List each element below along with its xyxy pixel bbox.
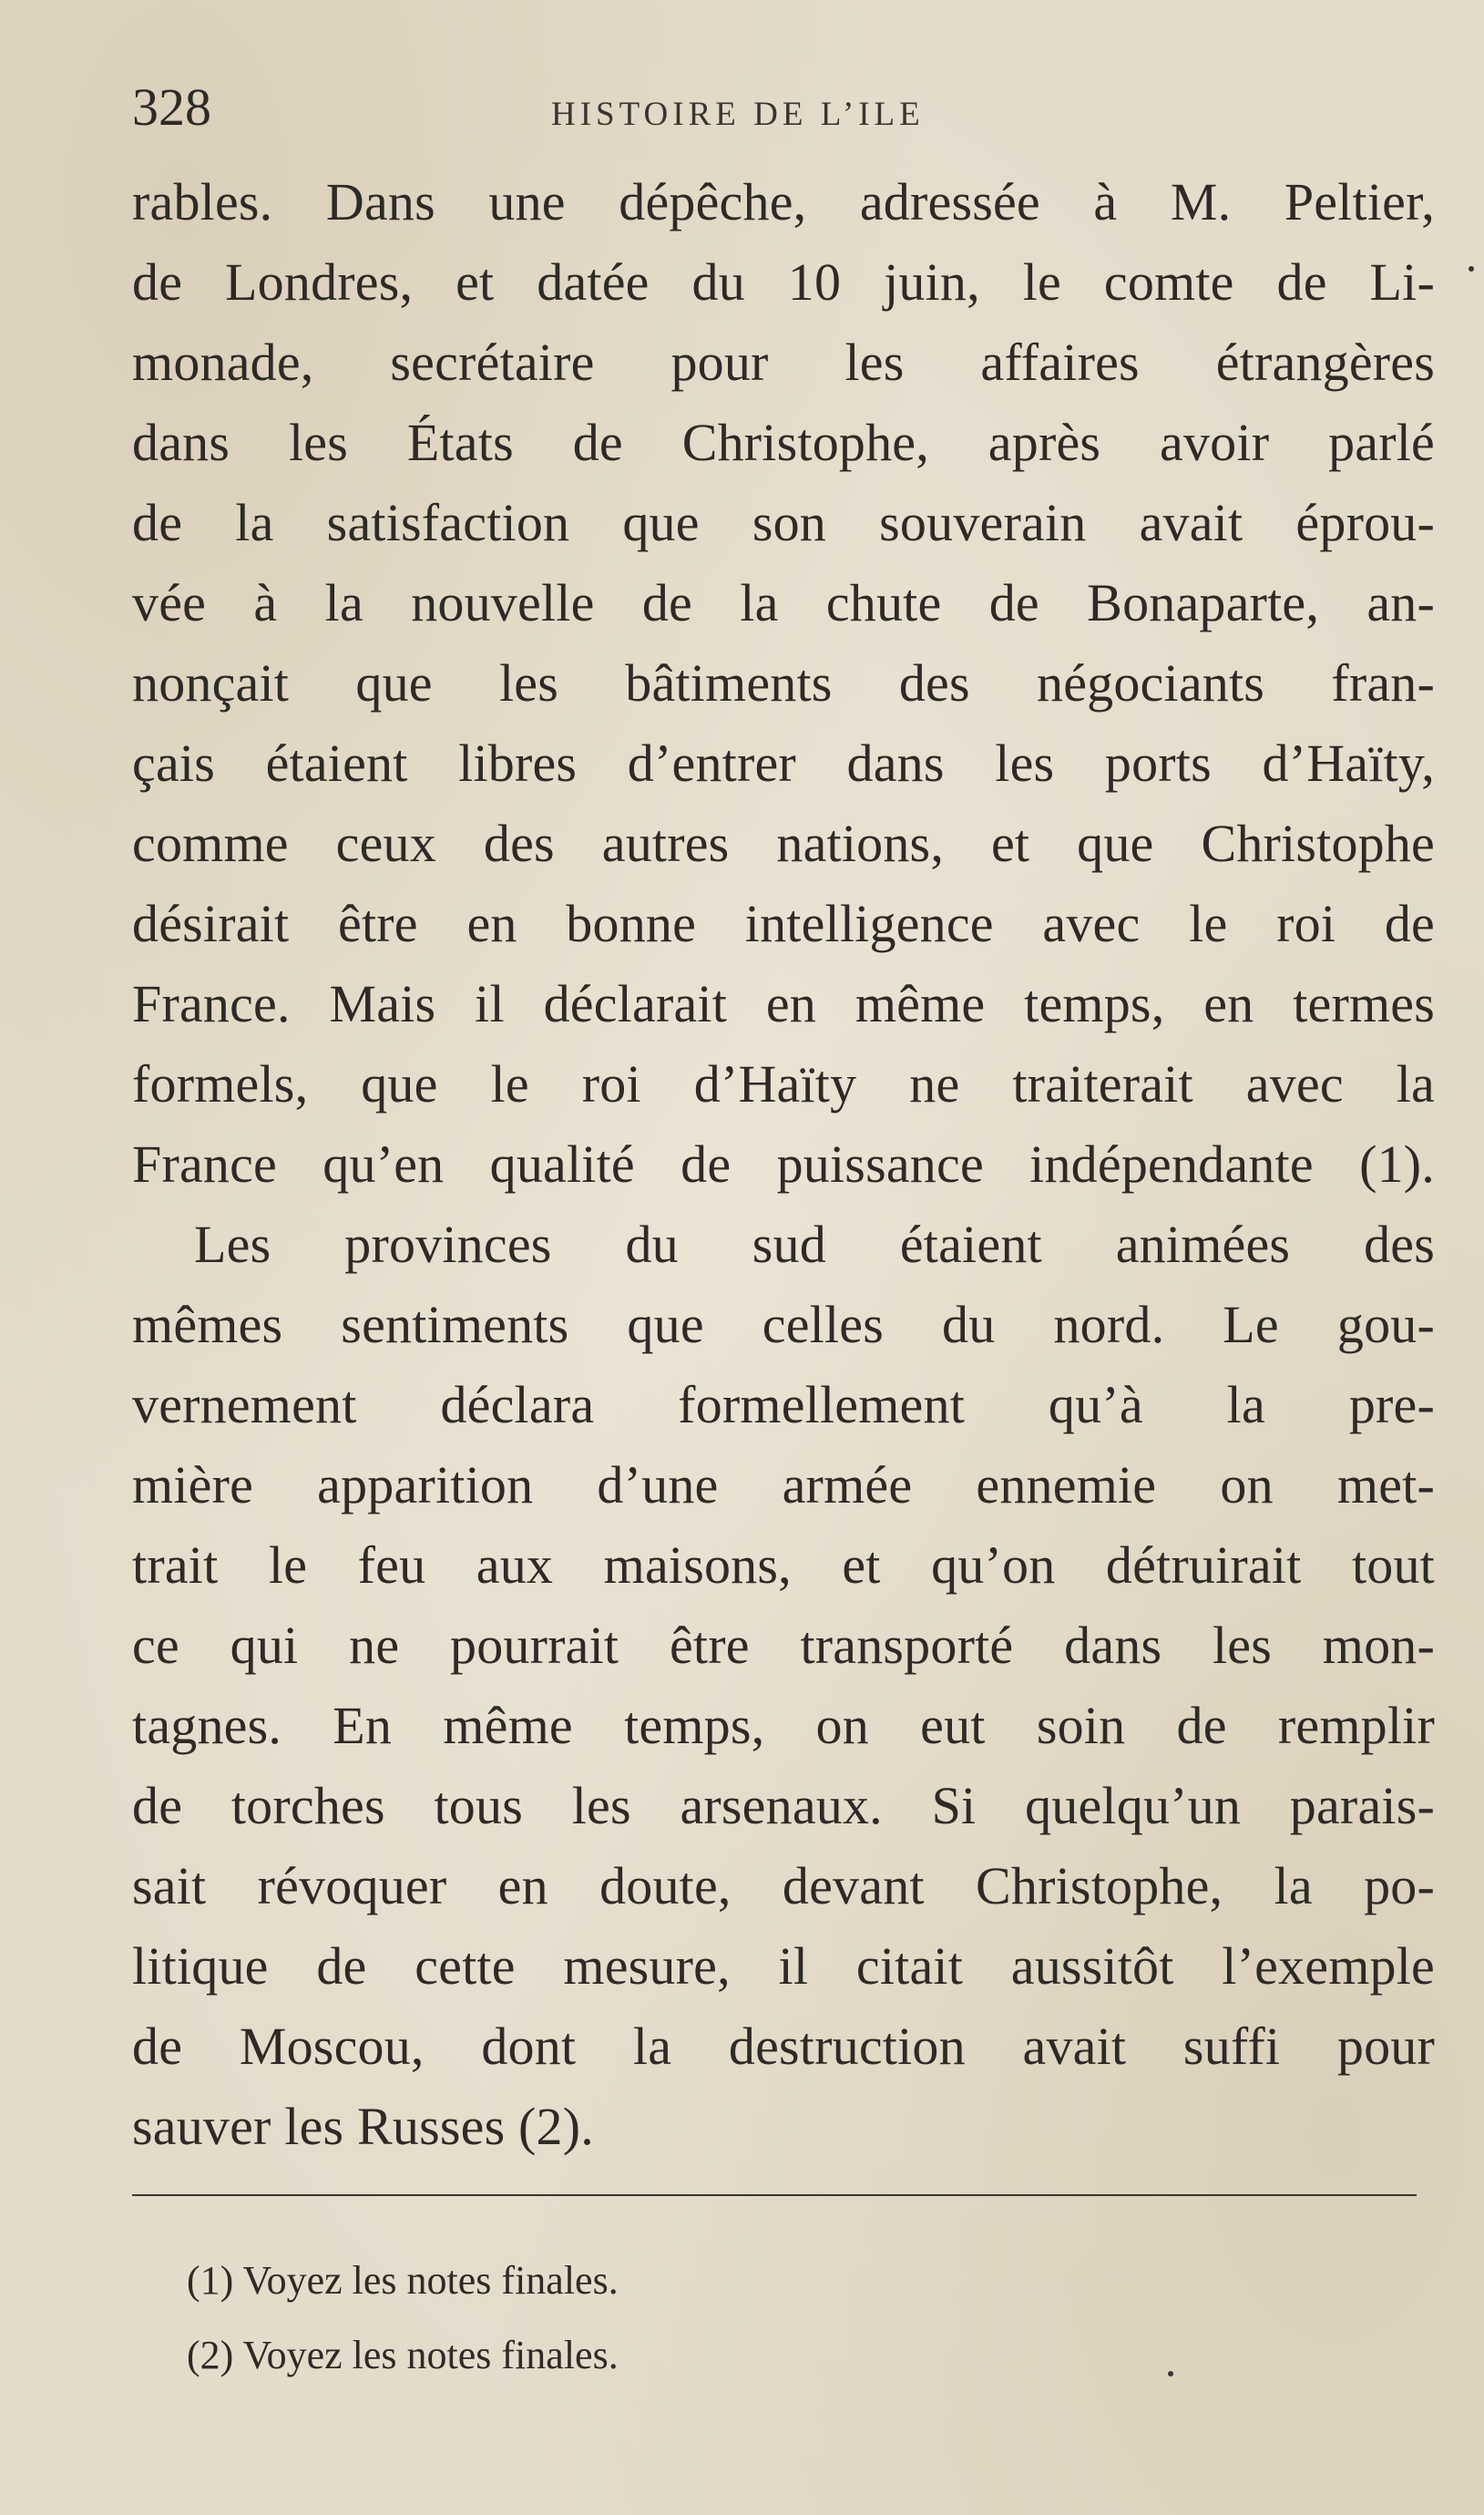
text-line: dans les États de Christophe, après avoir parlé bbox=[132, 413, 1435, 472]
running-head: HISTOIRE DE L’ILE bbox=[551, 96, 925, 133]
footnote: (2) Voyez les notes finales. bbox=[187, 2333, 619, 2377]
text-line: formels, que le roi d’Haïty ne traiterait avec la bbox=[132, 1054, 1435, 1114]
text-line: sait révoquer en doute, devant Christophe, la po- bbox=[132, 1856, 1435, 1915]
paragraph-start-line: Les provinces du sud étaient animées des bbox=[194, 1215, 1435, 1274]
text-line: vée à la nouvelle de la chute de Bonaparte, an- bbox=[132, 573, 1435, 632]
text-line: de Moscou, dont la destruction avait suffi pour bbox=[132, 2017, 1435, 2076]
text-line: vernement déclara formellement qu’à la pre- bbox=[132, 1375, 1435, 1434]
footnotes bbox=[187, 2243, 1371, 2393]
text-line: tagnes. En même temps, on eut soin de remplir bbox=[132, 1696, 1435, 1755]
ink-speck bbox=[1469, 266, 1474, 272]
page-header bbox=[132, 71, 1435, 144]
ink-speck bbox=[1168, 2371, 1173, 2376]
body-text bbox=[132, 162, 1435, 2167]
text-line: mière apparition d’une armée ennemie on met- bbox=[132, 1455, 1435, 1514]
text-line: mêmes sentiments que celles du nord. Le gou- bbox=[132, 1295, 1435, 1354]
text-line: de Londres, et datée du 10 juin, le comte de Li- bbox=[132, 252, 1435, 312]
text-line: désirait être en bonne intelligence avec le roi de bbox=[132, 894, 1435, 953]
text-line: de la satisfaction que son souverain avait éprou- bbox=[132, 493, 1435, 552]
text-line: ce qui ne pourrait être transporté dans les mon- bbox=[132, 1616, 1435, 1675]
text-line: comme ceux des autres nations, et que Christophe bbox=[132, 814, 1435, 873]
text-line: monade, secrétaire pour les affaires étrangères bbox=[132, 333, 1435, 392]
page-number: 328 bbox=[132, 77, 211, 137]
text-line: de torches tous les arsenaux. Si quelqu’un parais- bbox=[132, 1776, 1435, 1835]
text-line: France qu’en qualité de puissance indépendante (1). bbox=[132, 1134, 1435, 1194]
text-line: France. Mais il déclarait en même temps, en termes bbox=[132, 974, 1435, 1033]
text-line: çais étaient libres d’entrer dans les ports d’Haïty, bbox=[132, 734, 1435, 793]
text-line: litique de cette mesure, il citait aussitôt l’exemple bbox=[132, 1936, 1435, 1996]
footnote-divider bbox=[132, 2194, 1417, 2196]
text-line: sauver les Russes (2). bbox=[132, 2097, 594, 2156]
footnote: (1) Voyez les notes finales. bbox=[187, 2258, 619, 2303]
text-line: trait le feu aux maisons, et qu’on détruirait tout bbox=[132, 1535, 1435, 1595]
text-line: nonçait que les bâtiments des négociants fran- bbox=[132, 653, 1435, 713]
text-line: rables. Dans une dépêche, adressée à M. Peltier, bbox=[132, 172, 1435, 231]
